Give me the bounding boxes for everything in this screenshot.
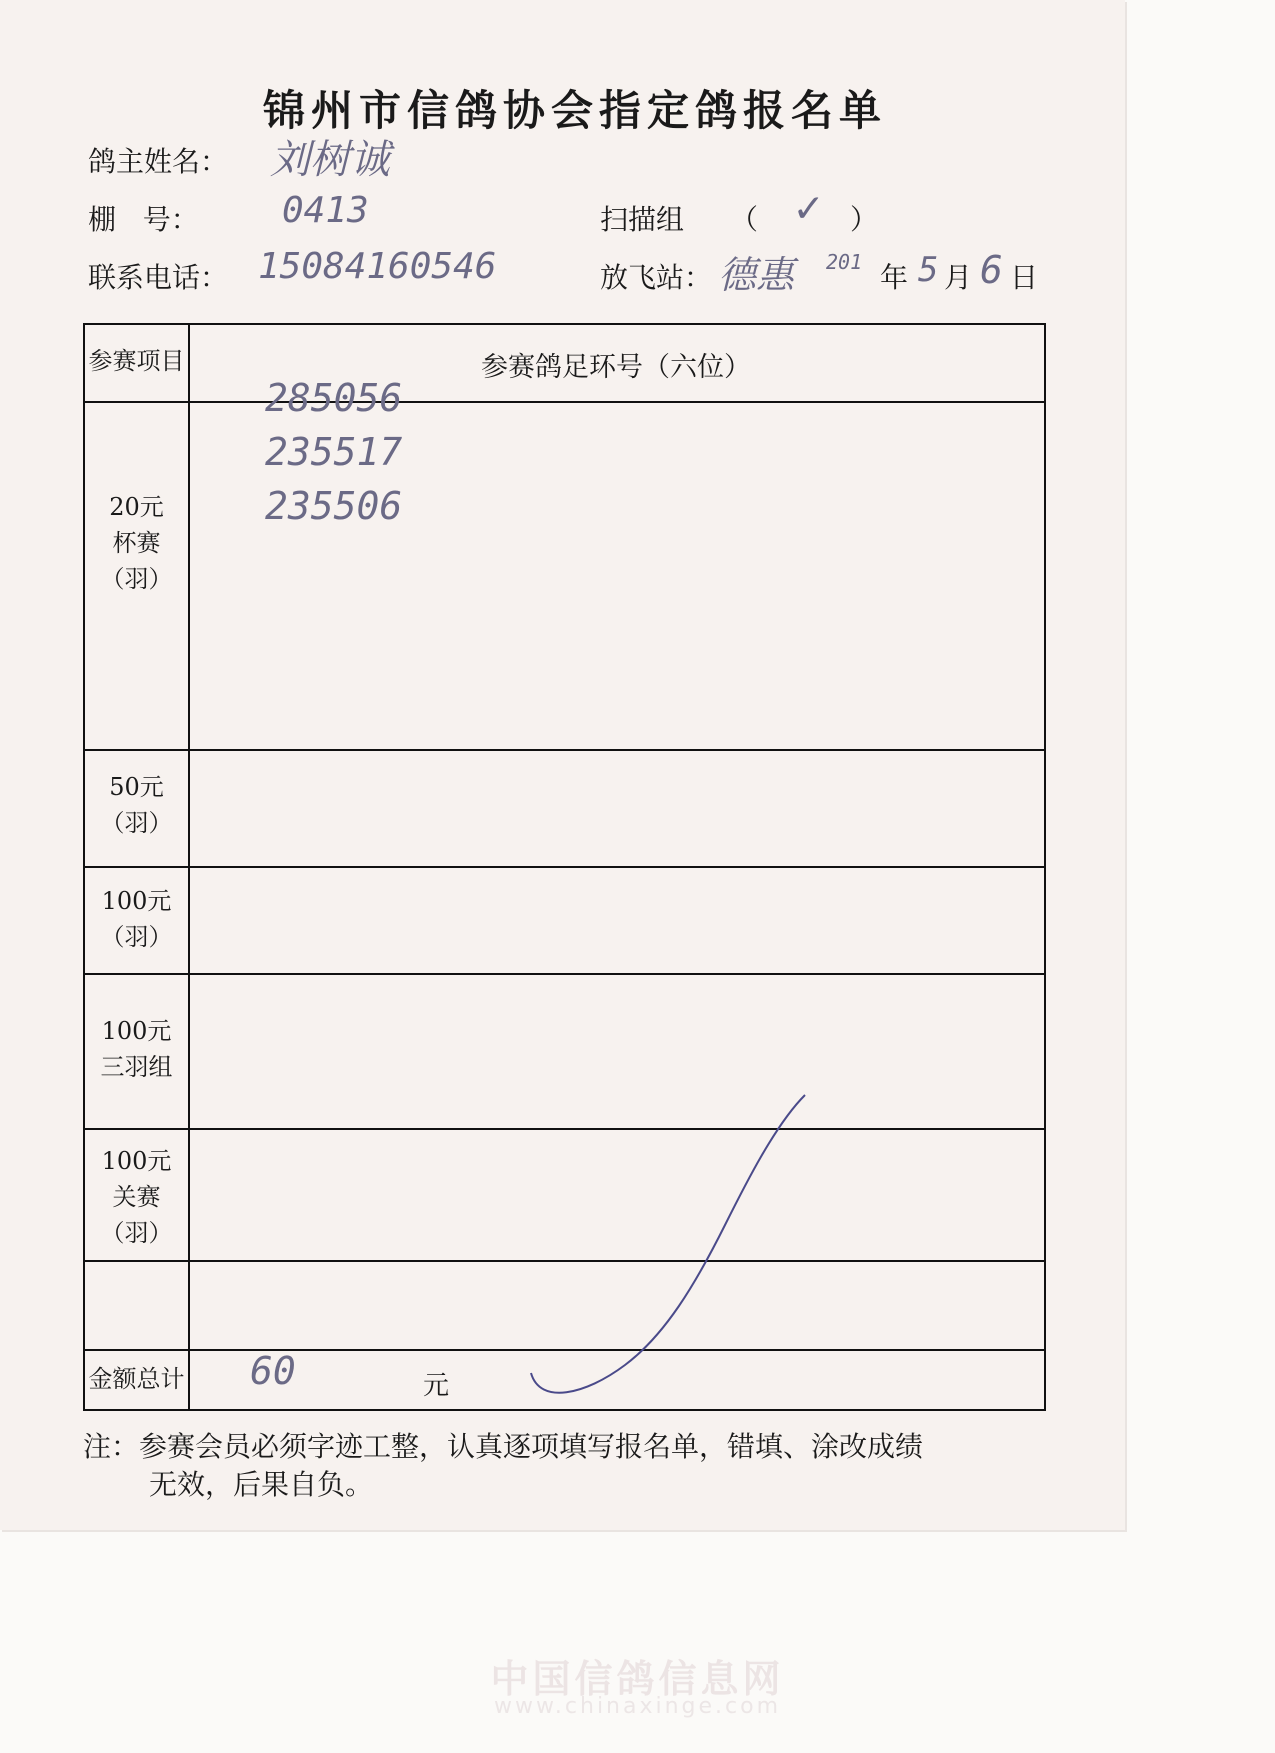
owner-name-value: 刘树诚 [270, 137, 390, 183]
total-unit: 元 [423, 1371, 450, 1401]
ring-number: 235506 [265, 484, 403, 528]
total-value: 60 [250, 1349, 296, 1393]
scan-group-label: 扫描组 [600, 203, 685, 236]
entry-table [83, 323, 1046, 1411]
scan-close-paren: ） [850, 203, 879, 236]
day-value: 6 [980, 248, 1003, 292]
owner-label: 鸽主姓名： [88, 145, 229, 178]
row-pass-race-line: 关赛 [112, 1183, 161, 1211]
form-title: 锦州市信鸽协会指定鸽报名单 [262, 86, 887, 135]
row-100-line: （羽） [100, 923, 173, 951]
footnote-line1: 注：参赛会员必须字迹工整，认真逐项填写报名单，错填、涂改成绩 [83, 1430, 924, 1463]
watermark-en: www.chinaxinge.com [493, 1694, 782, 1719]
ring-number: 285056 [265, 376, 403, 420]
row-pass-race-line: 100元 [101, 1147, 172, 1175]
scan-open-paren: （ [730, 203, 759, 236]
station-label: 放飞站： [600, 261, 713, 294]
row-three-group-line: 100元 [101, 1017, 172, 1045]
check-stroke-mark [85, 325, 1048, 1413]
phone-label: 联系电话： [88, 261, 229, 294]
watermark-cn: 中国信鸽信息网 [490, 1657, 785, 1701]
row-50-line: 50元 [109, 773, 164, 801]
footnote-line2: 无效，后果自负。 [149, 1468, 374, 1501]
row-50-line: （羽） [100, 809, 173, 837]
scan-check-mark: ✓ [795, 182, 822, 233]
phone-value: 15084160546 [258, 246, 497, 287]
row-cup-line: 杯赛 [112, 529, 161, 557]
header-item-label: 参赛项目 [88, 347, 185, 375]
total-label: 金额总计 [88, 1365, 185, 1393]
row-100-line: 100元 [101, 887, 172, 915]
year-label: 年 [880, 261, 909, 294]
month-value: 5 [918, 250, 939, 290]
month-label: 月 [944, 261, 973, 294]
row-three-group-line: 三羽组 [100, 1053, 173, 1081]
year-value: 201 [826, 250, 863, 274]
day-label: 日 [1010, 261, 1039, 294]
header-rings-label: 参赛鸽足环号（六位） [481, 352, 751, 383]
ring-number: 235517 [265, 430, 403, 474]
footnote [83, 1428, 1063, 1504]
loft-label: 棚 号： [88, 203, 199, 236]
row-cup-line: 20元 [109, 493, 164, 521]
row-cup-line: （羽） [100, 565, 173, 593]
loft-number-value: 0413 [282, 190, 369, 231]
row-pass-race-line: （羽） [100, 1219, 173, 1247]
station-value: 德惠 [718, 253, 795, 297]
